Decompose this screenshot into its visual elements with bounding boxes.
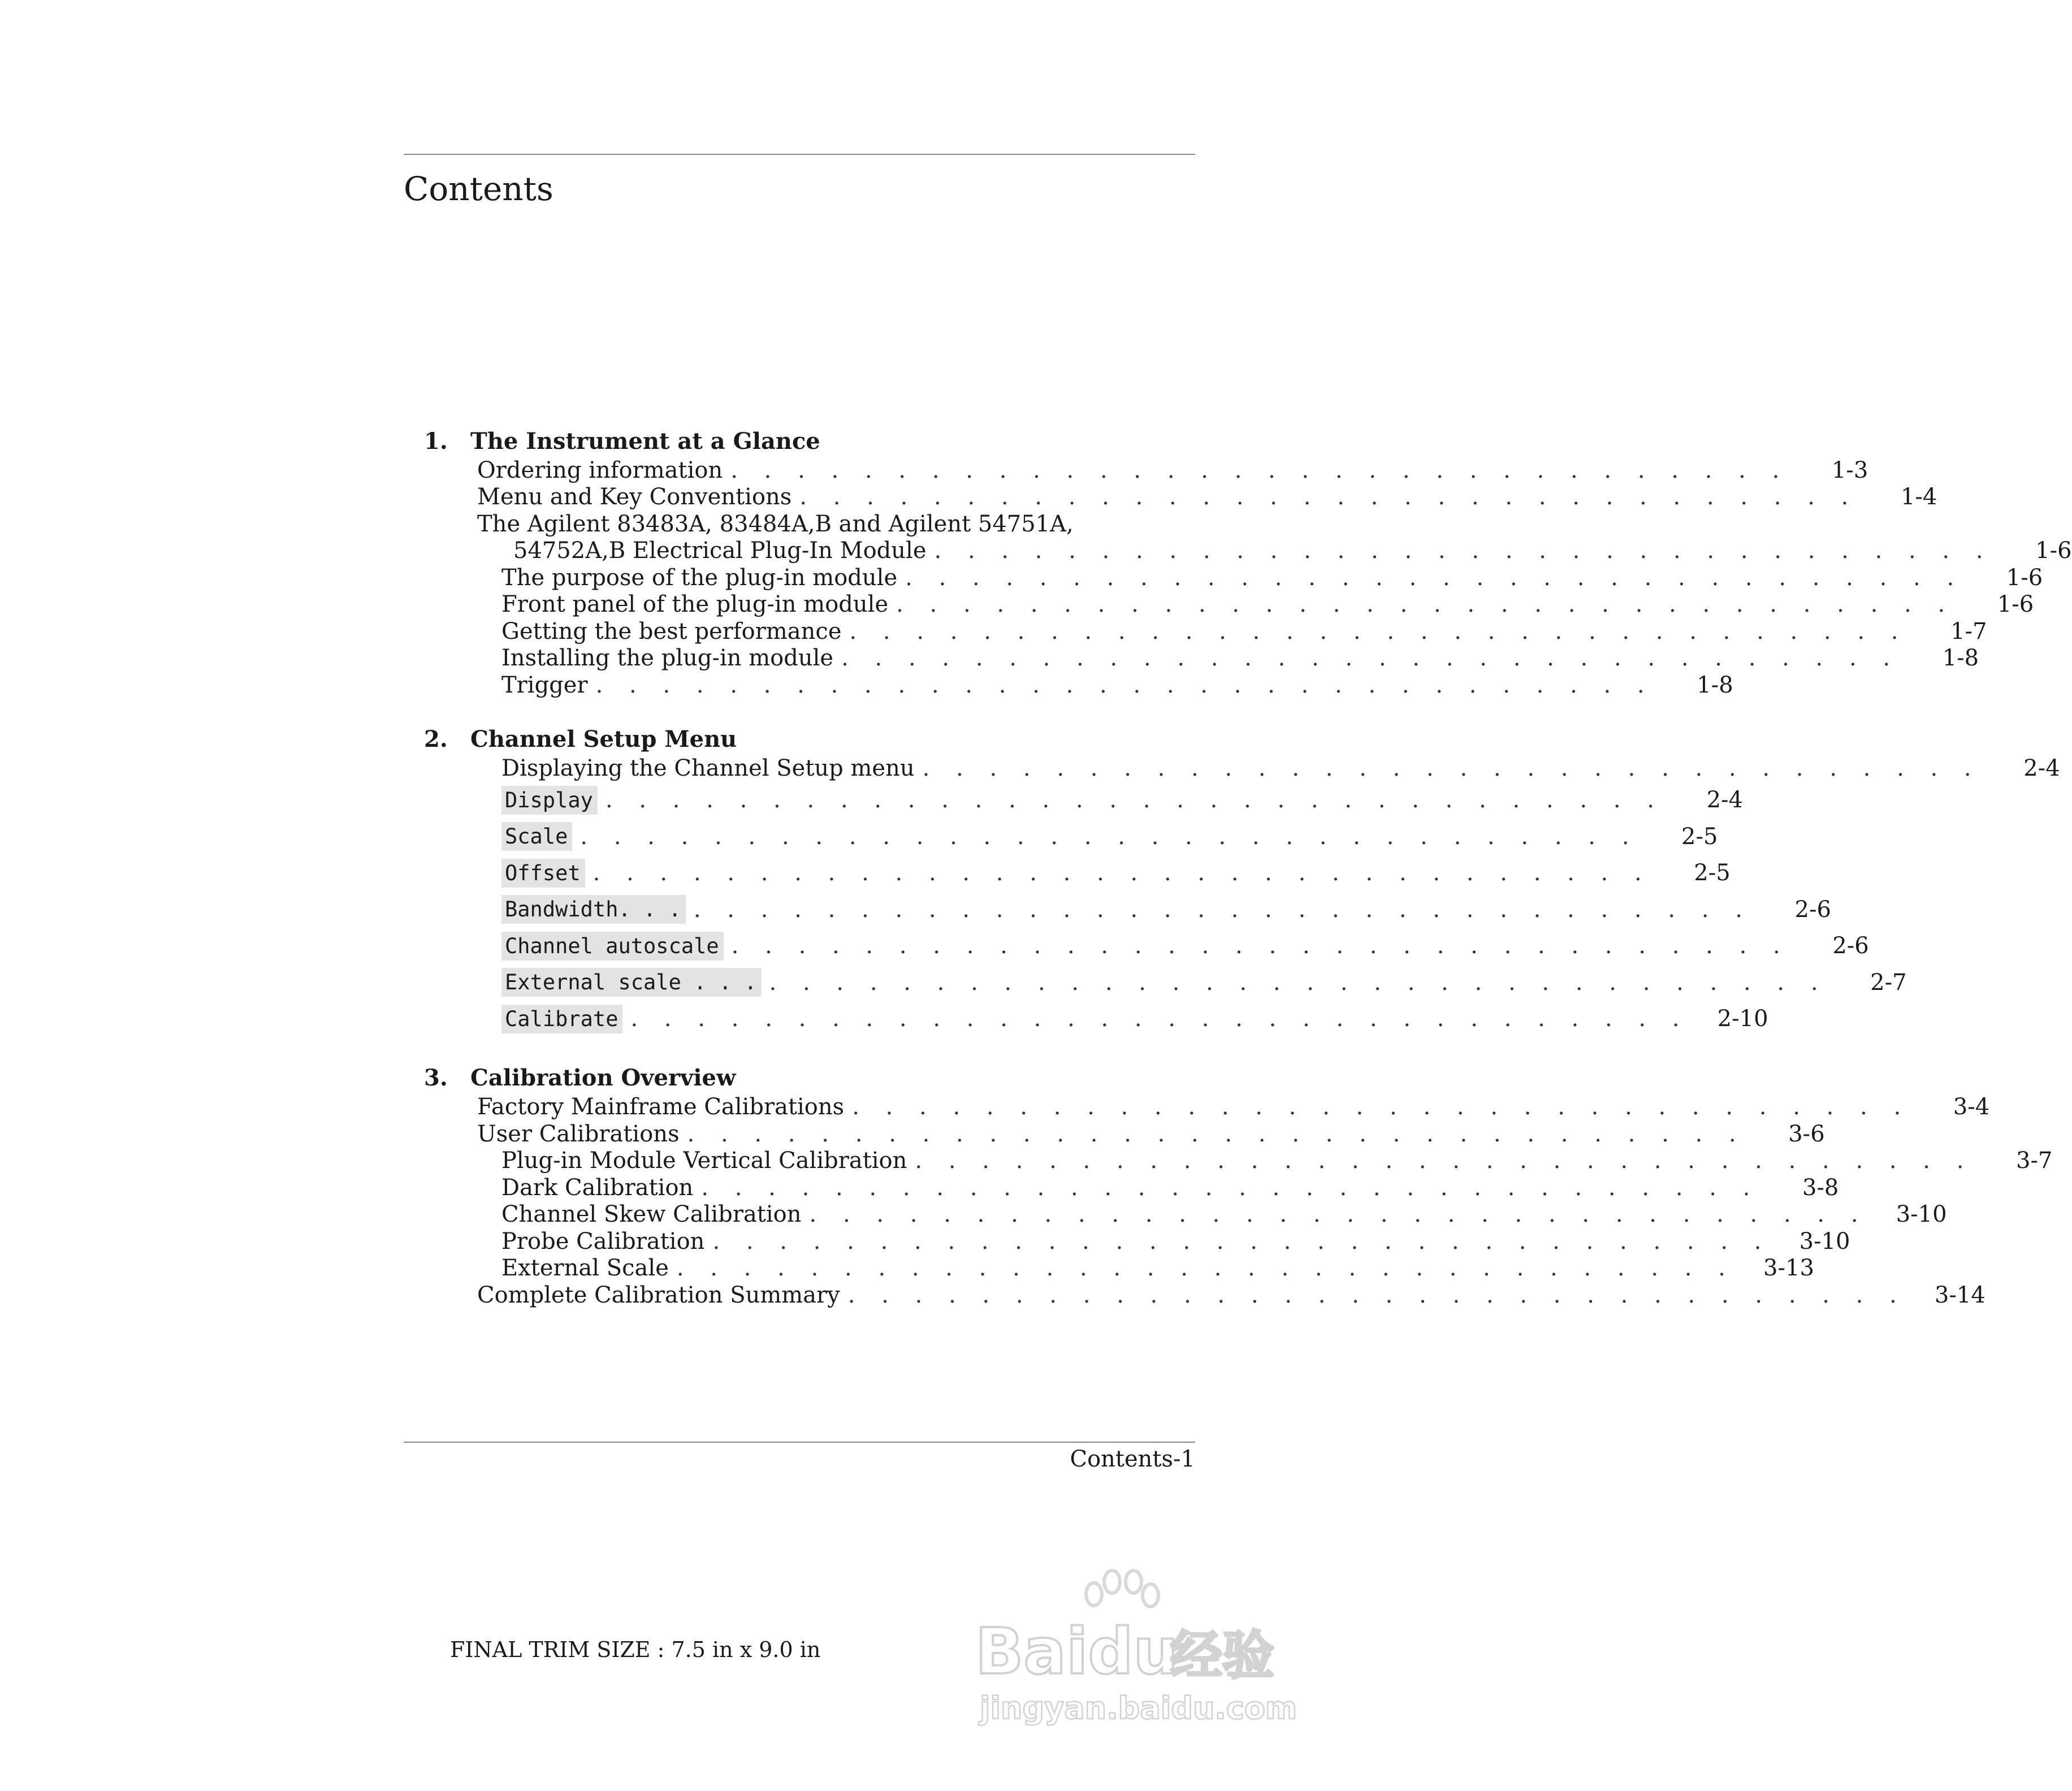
dot-leader: . . . . . . . . . . . . . . . . . . . . . . . . . . . . . . . . <box>595 672 1654 698</box>
toc-page-number: 2-7 <box>1870 969 1907 996</box>
toc-entry[interactable] <box>424 591 2034 618</box>
toc-entry[interactable] <box>424 1201 1947 1228</box>
dot-leader: . . . . . . . . . . . . . . . . . . . . . . . . . . . . . . . . <box>841 645 1900 672</box>
chapter-3 <box>424 1062 2053 1309</box>
dot-leader: . . . . . . . . . . . . . . . . . . . . . . . . . . . . . . . . <box>896 591 1955 618</box>
page-footer: Contents-1 <box>1070 1446 1195 1472</box>
dot-leader: . . . . . . . . . . . . . . . . . . . . . . . . . . . . . . . . <box>852 1094 1911 1121</box>
toc-entry[interactable] <box>424 538 2072 565</box>
chapter-heading[interactable] <box>424 1062 1195 1094</box>
chapter-number: 1. <box>424 427 448 455</box>
dot-leader: . . . . . . . . . . . . . . . . . . . . . . . . . . . . . . . . <box>580 823 1639 850</box>
toc-entry-label: Complete Calibration Summary <box>477 1282 840 1308</box>
softkey-label: Calibrate <box>501 1005 622 1033</box>
softkey-label: Scale <box>501 822 572 851</box>
toc-entry-label: Displaying the Channel Setup menu <box>501 755 915 782</box>
dot-leader: . . . . . . . . . . . . . . . . . . . . . . . . . . . . . . . . <box>630 1006 1689 1032</box>
toc-entry[interactable] <box>424 618 1987 645</box>
toc-entry[interactable] <box>424 564 2043 591</box>
table-of-contents <box>424 425 2072 1334</box>
dot-leader: . . . . . . . . . . . . . . . . . . . . . . . . . . . . . . . . <box>769 969 1828 996</box>
dot-leader: . . . . . . . . . . . . . . . . . . . . . . . . . . . . . . . . <box>934 538 1993 564</box>
toc-page-number: 1-7 <box>1950 618 1987 644</box>
dot-leader: . . . . . . . . . . . . . . . . . . . . . . . . . . . . . . . . <box>922 755 1981 782</box>
toc-page-number: 1-6 <box>2035 538 2072 564</box>
softkey-label: Channel autoscale <box>501 932 724 961</box>
dot-leader: . . . . . . . . . . . . . . . . . . . . . . . . . . . . . . . . <box>731 933 1790 959</box>
toc-entry-softkey[interactable] <box>424 964 1907 1001</box>
dot-leader: . . . . . . . . . . . . . . . . . . . . . . . . . . . . . . . . <box>849 618 1908 644</box>
toc-entry[interactable] <box>424 1094 1990 1121</box>
dot-leader: . . . . . . . . . . . . . . . . . . . . . . . . . . . . . . . . <box>687 1121 1746 1147</box>
toc-entry-label: Front panel of the plug-in module <box>501 591 889 618</box>
toc-entry-label: External Scale <box>501 1255 669 1282</box>
toc-entry[interactable] <box>424 511 1195 538</box>
toc-entry-label: Channel Skew Calibration <box>501 1201 802 1228</box>
toc-page-number: 3-10 <box>1896 1201 1947 1228</box>
toc-page-number: 2-5 <box>1681 823 1718 850</box>
watermark-cn: 经验 <box>1170 1625 1275 1686</box>
dot-leader: . . . . . . . . . . . . . . . . . . . . . . . . . . . . . . . . <box>605 787 1664 814</box>
toc-page-number: 3-13 <box>1763 1255 1814 1282</box>
toc-entry[interactable] <box>424 645 1979 672</box>
toc-entry-softkey[interactable] <box>424 928 1869 964</box>
toc-entry-label: Trigger <box>501 672 588 698</box>
chapter-1 <box>424 425 2072 699</box>
dot-leader: . . . . . . . . . . . . . . . . . . . . . . . . . . . . . . . . <box>712 1228 1771 1254</box>
toc-entry-softkey[interactable] <box>424 1001 1768 1037</box>
toc-page-number: 2-10 <box>1717 1006 1768 1032</box>
toc-page-number: 1-6 <box>2006 564 2043 591</box>
toc-entry-softkey[interactable] <box>424 855 1731 892</box>
toc-page-number: 1-4 <box>1900 484 1937 511</box>
softkey-label: Bandwidth. . . <box>501 895 686 924</box>
dot-leader: . . . . . . . . . . . . . . . . . . . . . . . . . . . . . . . . <box>592 860 1651 886</box>
toc-page-number: 3-4 <box>1953 1094 1990 1121</box>
toc-page-number: 2-5 <box>1694 860 1731 886</box>
bottom-rule <box>404 1442 1195 1443</box>
toc-entry[interactable] <box>424 1148 2053 1175</box>
chapter-2 <box>424 724 2060 1037</box>
dot-leader: . . . . . . . . . . . . . . . . . . . . . . . . . . . . . . . . <box>905 564 1964 591</box>
chapter-number: 3. <box>424 1065 448 1091</box>
chapter-heading[interactable] <box>424 724 1195 755</box>
toc-page-number: 1-3 <box>1831 457 1868 483</box>
chapter-number: 2. <box>424 726 448 752</box>
paw-toe-1 <box>1086 1583 1102 1606</box>
toc-page-number: 3-6 <box>1788 1121 1825 1147</box>
toc-entry-label: User Calibrations <box>477 1121 680 1147</box>
paw-toe-2 <box>1104 1571 1120 1593</box>
baidu-watermark-logo <box>964 1560 1297 1730</box>
chapter-title: Calibration Overview <box>470 1065 736 1091</box>
dot-leader: . . . . . . . . . . . . . . . . . . . . . . . . . . . . . . . . <box>809 1201 1868 1228</box>
toc-entry-label: Menu and Key Conventions <box>477 484 792 511</box>
toc-entry-label: Ordering information <box>477 457 723 483</box>
toc-entry-softkey[interactable] <box>424 782 1743 819</box>
toc-page-number: 1-6 <box>1997 591 2034 618</box>
toc-entry-label: 54752A,B Electrical Plug-In Module <box>513 538 927 564</box>
chapter-title: Channel Setup Menu <box>470 726 737 752</box>
toc-entry[interactable] <box>424 1121 1825 1148</box>
toc-entry[interactable] <box>424 672 1733 699</box>
toc-entry[interactable] <box>424 457 1868 484</box>
toc-entry-label: The purpose of the plug-in module <box>501 564 898 591</box>
toc-entry[interactable] <box>424 1282 1986 1309</box>
top-rule <box>404 154 1195 155</box>
dot-leader: . . . . . . . . . . . . . . . . . . . . . . . . . . . . . . . . <box>693 896 1752 923</box>
page-title: Contents <box>404 170 553 208</box>
dot-leader: . . . . . . . . . . . . . . . . . . . . . . . . . . . . . . . . <box>847 1282 1906 1308</box>
paw-toe-4 <box>1143 1584 1158 1607</box>
toc-entry[interactable] <box>424 484 1937 511</box>
trim-size-note: FINAL TRIM SIZE : 7.5 in x 9.0 in <box>450 1637 821 1662</box>
dot-leader: . . . . . . . . . . . . . . . . . . . . . . . . . . . . . . . . <box>799 484 1858 511</box>
toc-entry-label: Plug-in Module Vertical Calibration <box>501 1148 907 1174</box>
dot-leader: . . . . . . . . . . . . . . . . . . . . . . . . . . . . . . . . <box>915 1148 1974 1174</box>
toc-page-number: 2-6 <box>1832 933 1869 959</box>
toc-entry[interactable] <box>424 1228 1850 1255</box>
softkey-label: External scale . . . <box>501 968 762 997</box>
toc-entry[interactable] <box>424 1255 1814 1282</box>
toc-page-number: 3-14 <box>1934 1282 1986 1308</box>
toc-entry-label: Installing the plug-in module <box>501 645 834 672</box>
toc-page-number: 2-6 <box>1794 896 1831 923</box>
watermark-brand: Baidu <box>975 1615 1179 1689</box>
toc-page-number: 1-8 <box>1697 672 1733 698</box>
toc-entry[interactable] <box>424 755 2060 782</box>
toc-entry[interactable] <box>424 1174 1839 1201</box>
toc-entry-label: Dark Calibration <box>501 1174 694 1201</box>
toc-entry-label: Probe Calibration <box>501 1228 705 1254</box>
softkey-label: Display <box>501 786 598 815</box>
dot-leader: . . . . . . . . . . . . . . . . . . . . . . . . . . . . . . . . <box>730 457 1789 483</box>
toc-entry-softkey[interactable] <box>424 892 1831 928</box>
toc-page-number: 3-8 <box>1802 1174 1839 1201</box>
watermark-url: jingyan.baidu.com <box>980 1690 1297 1726</box>
dot-leader: . . . . . . . . . . . . . . . . . . . . . . . . . . . . . . . . <box>676 1255 1735 1282</box>
softkey-label: Offset <box>501 859 585 888</box>
toc-entry-label: Factory Mainframe Calibrations <box>477 1094 845 1121</box>
toc-entry-label: The Agilent 83483A, 83484A,B and Agilent 54751A, <box>477 511 1074 537</box>
toc-page-number: 1-8 <box>1942 645 1979 672</box>
toc-page-number: 3-10 <box>1799 1228 1850 1254</box>
toc-entry-label: Getting the best performance <box>501 618 842 644</box>
toc-entry-softkey[interactable] <box>424 819 1718 855</box>
toc-page-number: 3-7 <box>2016 1148 2053 1174</box>
chapter-heading[interactable] <box>424 425 1195 457</box>
chapter-title: The Instrument at a Glance <box>470 427 820 455</box>
toc-page-number: 2-4 <box>2023 755 2060 782</box>
toc-page-number: 2-4 <box>1706 787 1743 814</box>
paw-toe-3 <box>1126 1571 1141 1593</box>
dot-leader: . . . . . . . . . . . . . . . . . . . . . . . . . . . . . . . . <box>701 1174 1760 1201</box>
